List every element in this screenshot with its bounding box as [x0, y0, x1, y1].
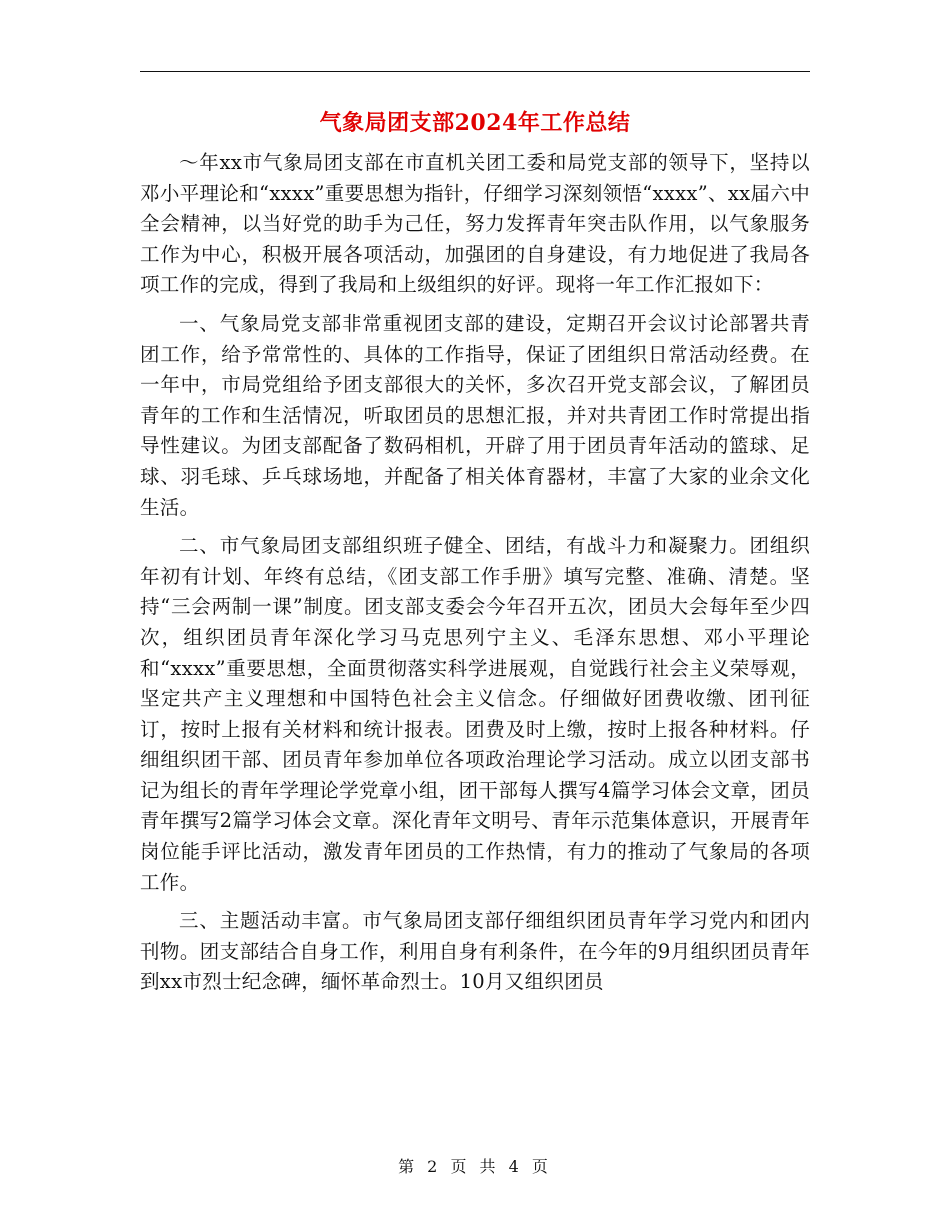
- document-title: 气象局团支部2024年工作总结: [319, 110, 631, 136]
- document-body: [140, 148, 810, 1006]
- header-rule: [140, 71, 810, 72]
- page-number-footer: 第 2 页 共 4 页: [398, 1157, 552, 1176]
- paragraph-section-1: 一、气象局党支部非常重视团支部的建设，定期召开会议讨论部署共青团工作，给予常常性的、具体的工作指导，保证了团组织日常活动经费。在一年中，市局党组给予团支部很大的关怀，多次召开党支部会议，了解团员青年的工作和生活情况，听取团员的思想汇报，并对共青团工作时常提出指导性建议。为团支部配备了数码相机，开辟了用于团员青年活动的篮球、足球、羽毛球、乒乓球场地，并配备了相关体育器材，丰富了大家的业余文化生活。: [140, 311, 810, 519]
- paragraph-section-3: 三、主题活动丰富。市气象局团支部仔细组织团员青年学习党内和团内刊物。团支部结合自身工作，利用自身有利条件，在今年的9月组织团员青年到xx市烈士纪念碑，缅怀革命烈士。10月又组织团员: [140, 909, 810, 994]
- paragraph-intro: ～年xx市气象局团支部在市直机关团工委和局党支部的领导下，坚持以邓小平理论和“xxxx”重要思想为指针，仔细学习深刻领悟“xxxx”、xx届六中全会精神，以当好党的助手为己任，努力发挥青年突击队作用，以气象服务工作为中心，积极开展各项活动，加强团的自身建设，有力地促进了我局各项工作的完成，得到了我局和上级组织的好评。现将一年工作汇报如下：: [140, 151, 810, 297]
- paragraph-section-2: 二、市气象局团支部组织班子健全、团结，有战斗力和凝聚力。团组织年初有计划、年终有总结，《团支部工作手册》填写完整、准确、清楚。坚持“三会两制一课”制度。团支部支委会今年召开五次，团员大会每年至少四次，组织团员青年深化学习马克思列宁主义、毛泽东思想、邓小平理论和“xxxx”重要思想，全面贯彻落实科学进展观，自觉践行社会主义荣辱观，坚定共产主义理想和中国特色社会主义信念。仔细做好团费收缴、团刊征订，按时上报有关材料和统计报表。团费及时上缴，按时上报各种材料。仔细组织团干部、团员青年参加单位各项政治理论学习活动。成立以团支部书记为组长的青年学理论学党章小组，团干部每人撰写4篇学习体会文章，团员青年撰写2篇学习体会文章。深化青年文明号、青年示范集体意识，开展青年岗位能手评比活动，激发青年团员的工作热情，有力的推动了气象局的各项工作。: [140, 534, 810, 894]
